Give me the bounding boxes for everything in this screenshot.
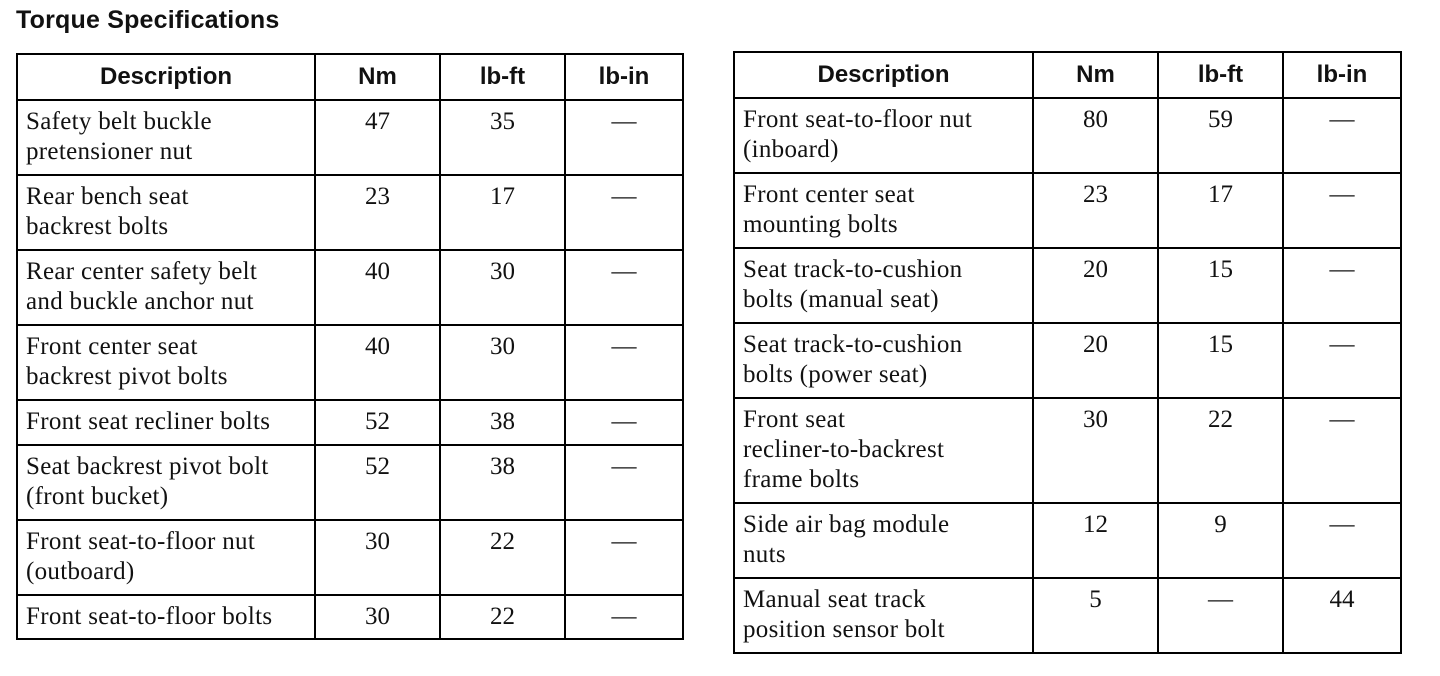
description-cell: [734, 248, 1033, 323]
table-row: [734, 98, 1401, 173]
lb-ft-value: 9: [1158, 503, 1283, 578]
table-row: [17, 595, 683, 639]
description-line: nuts: [743, 541, 786, 568]
column-header-lb-in: lb-in: [565, 54, 683, 100]
nm-value: 47: [315, 100, 440, 175]
lb-ft-value: 38: [440, 445, 565, 520]
lb-in-value: —: [565, 400, 683, 445]
lb-ft-value: 17: [440, 175, 565, 250]
description-cell: [734, 503, 1033, 578]
description-cell: [17, 175, 315, 250]
lb-in-value: —: [1283, 98, 1401, 173]
lb-in-value: —: [565, 595, 683, 639]
table-row: [17, 100, 683, 175]
description-line: Front seat-to-floor nut: [743, 106, 973, 133]
description-cell: [17, 100, 315, 175]
description-line: Front center seat: [743, 181, 915, 208]
nm-value: 30: [315, 595, 440, 639]
description-line: Rear center safety belt: [26, 258, 258, 285]
table-row: [17, 175, 683, 250]
lb-ft-value: —: [1158, 578, 1283, 653]
column-header-lb-ft: lb-ft: [440, 54, 565, 100]
description-cell: [734, 578, 1033, 653]
table-row: [17, 325, 683, 400]
description-cell: [734, 173, 1033, 248]
description-cell: [734, 98, 1033, 173]
description-cell: [17, 400, 315, 445]
lb-ft-value: 38: [440, 400, 565, 445]
description-cell: [17, 520, 315, 595]
nm-value: 23: [315, 175, 440, 250]
description-cell: [17, 325, 315, 400]
description-cell: [17, 250, 315, 325]
torque-table-right: [733, 51, 1402, 654]
description-line: position sensor bolt: [743, 616, 945, 643]
nm-value: 20: [1033, 323, 1158, 398]
lb-ft-value: 15: [1158, 248, 1283, 323]
description-line: Rear bench seat: [26, 183, 189, 210]
table-row: [17, 400, 683, 445]
description-line: Manual seat track: [743, 586, 926, 613]
lb-in-value: —: [1283, 503, 1401, 578]
description-line: Front seat recliner bolts: [26, 408, 271, 435]
page-title: Torque Specifications: [16, 6, 280, 34]
lb-ft-value: 30: [440, 325, 565, 400]
table-row: [17, 520, 683, 595]
description-line: Side air bag module: [743, 511, 950, 538]
description-line: recliner-to-backrest: [743, 436, 945, 463]
nm-value: 40: [315, 250, 440, 325]
description-line: Seat backrest pivot bolt: [26, 453, 269, 480]
lb-in-value: —: [1283, 248, 1401, 323]
description-line: (outboard): [26, 558, 135, 585]
column-header-description: Description: [17, 54, 315, 100]
table-row: [734, 173, 1401, 248]
description-cell: [17, 595, 315, 639]
lb-in-value: —: [565, 325, 683, 400]
table-header-row: [17, 54, 683, 100]
description-line: Front seat-to-floor nut: [26, 528, 256, 555]
torque-table-left: [16, 53, 684, 640]
table-row: [734, 503, 1401, 578]
description-cell: [17, 445, 315, 520]
nm-value: 52: [315, 445, 440, 520]
description-line: and buckle anchor nut: [26, 288, 254, 315]
lb-ft-value: 22: [1158, 398, 1283, 503]
table-row: [17, 250, 683, 325]
nm-value: 30: [1033, 398, 1158, 503]
lb-ft-value: 59: [1158, 98, 1283, 173]
description-line: (inboard): [743, 136, 839, 163]
description-line: backrest bolts: [26, 213, 169, 240]
column-header-lb-in: lb-in: [1283, 52, 1401, 98]
description-line: Front center seat: [26, 333, 198, 360]
description-line: pretensioner nut: [26, 138, 193, 165]
lb-in-value: —: [565, 445, 683, 520]
lb-in-value: —: [1283, 173, 1401, 248]
nm-value: 52: [315, 400, 440, 445]
description-line: backrest pivot bolts: [26, 363, 228, 390]
description-line: frame bolts: [743, 466, 860, 493]
nm-value: 40: [315, 325, 440, 400]
lb-ft-value: 22: [440, 520, 565, 595]
lb-in-value: —: [565, 520, 683, 595]
description-line: Seat track-to-cushion: [743, 331, 963, 358]
table-row: [17, 445, 683, 520]
table-row: [734, 398, 1401, 503]
nm-value: 30: [315, 520, 440, 595]
description-line: bolts (power seat): [743, 361, 928, 388]
description-line: bolts (manual seat): [743, 286, 939, 313]
lb-in-value: 44: [1283, 578, 1401, 653]
lb-in-value: —: [1283, 398, 1401, 503]
lb-in-value: —: [565, 175, 683, 250]
column-header-nm: Nm: [315, 54, 440, 100]
nm-value: 20: [1033, 248, 1158, 323]
description-line: (front bucket): [26, 483, 169, 510]
description-line: Seat track-to-cushion: [743, 256, 963, 283]
column-header-lb-ft: lb-ft: [1158, 52, 1283, 98]
lb-in-value: —: [1283, 323, 1401, 398]
table-row: [734, 248, 1401, 323]
table-row: [734, 578, 1401, 653]
lb-ft-value: 22: [440, 595, 565, 639]
lb-ft-value: 30: [440, 250, 565, 325]
description-cell: [734, 323, 1033, 398]
lb-ft-value: 17: [1158, 173, 1283, 248]
description-cell: [734, 398, 1033, 503]
table-header-row: [734, 52, 1401, 98]
table-row: [734, 323, 1401, 398]
column-header-description: Description: [734, 52, 1033, 98]
lb-ft-value: 15: [1158, 323, 1283, 398]
description-line: mounting bolts: [743, 211, 898, 238]
lb-in-value: —: [565, 250, 683, 325]
nm-value: 5: [1033, 578, 1158, 653]
nm-value: 12: [1033, 503, 1158, 578]
column-header-nm: Nm: [1033, 52, 1158, 98]
nm-value: 23: [1033, 173, 1158, 248]
description-line: Safety belt buckle: [26, 108, 212, 135]
description-line: Front seat: [743, 406, 846, 433]
nm-value: 80: [1033, 98, 1158, 173]
lb-ft-value: 35: [440, 100, 565, 175]
description-line: Front seat-to-floor bolts: [26, 603, 273, 630]
lb-in-value: —: [565, 100, 683, 175]
